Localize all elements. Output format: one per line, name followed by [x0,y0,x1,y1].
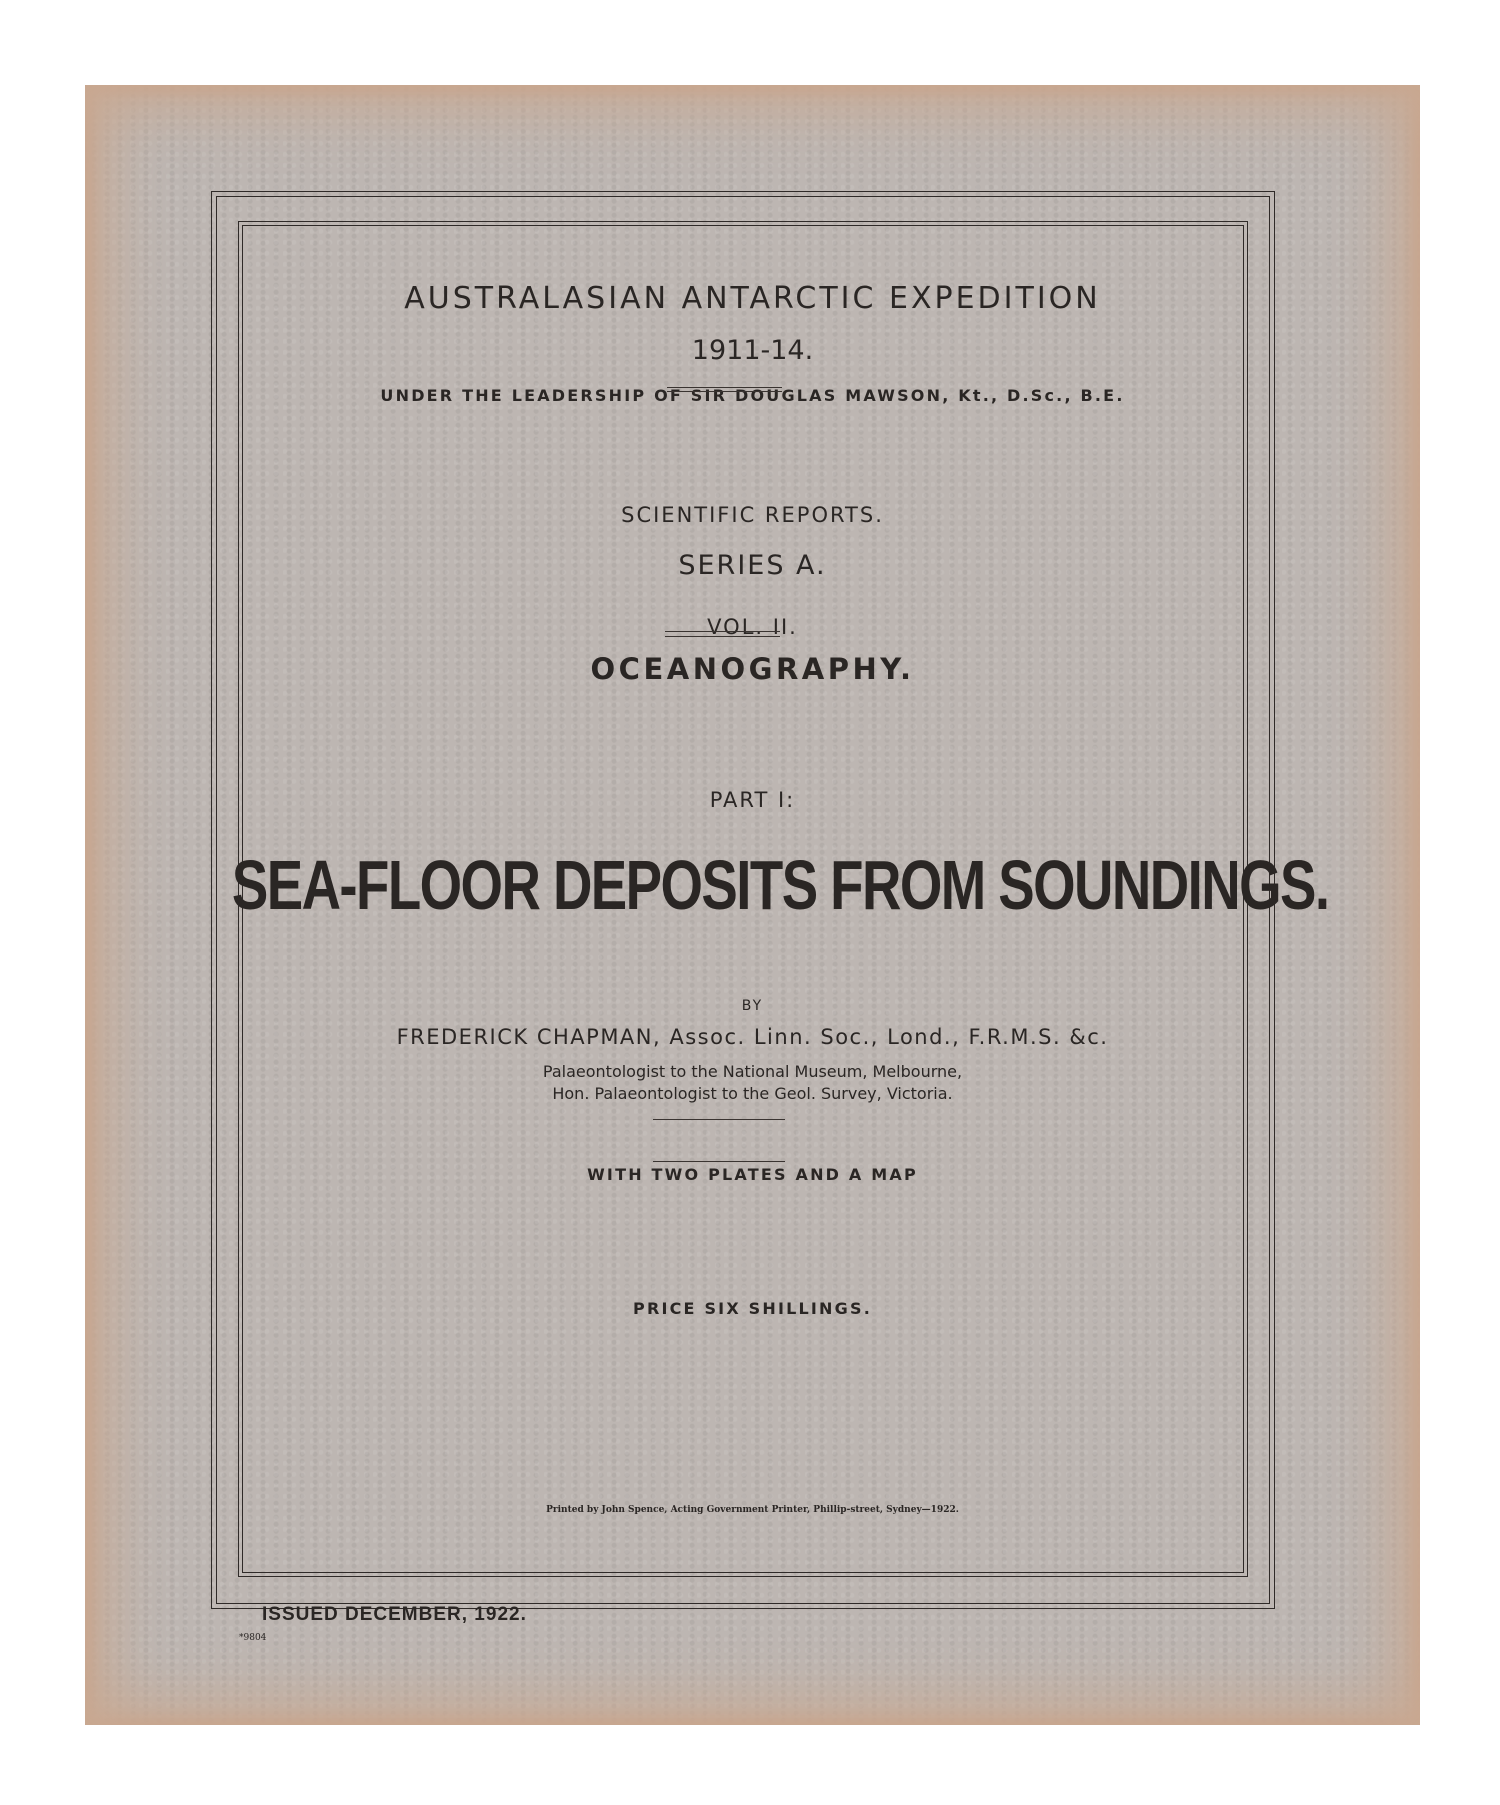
price-rule-top [653,1119,785,1120]
author-affiliation: Palaeontologist to the National Museum, Melbourne, [542,1062,963,1081]
leadership-line: UNDER THE LEADERSHIP OF SIR DOUGLAS MAWSON, Kt., D.Sc., B.E. [380,386,1125,405]
volume-label: VOL. II. [707,615,798,639]
price-label: PRICE SIX SHILLINGS. [633,1299,872,1318]
report-cover [85,85,1420,1725]
plates-note: WITH TWO PLATES AND A MAP [587,1165,918,1184]
printer-imprint: Printed by John Spence, Acting Government Printer, Phillip-street, Sydney—1922. [546,1505,959,1515]
divider-rule [667,391,782,392]
series-label: SERIES A. [678,550,827,581]
subject-heading: OCEANOGRAPHY. [590,652,915,686]
author-affiliation: Hon. Palaeontologist to the Geol. Survey, Victoria. [552,1084,953,1103]
part-label: PART I: [709,788,796,812]
expedition-heading: AUSTRALASIAN ANTARCTIC EXPEDITION [404,281,1101,316]
expedition-years: 1911-14. [691,335,814,366]
divider-rule [667,387,782,388]
report-title: SEA-FLOOR DEPOSITS FROM SOUNDINGS. [231,846,1329,924]
divider-rule [665,636,780,637]
issue-date: ISSUED DECEMBER, 1922. [262,1604,527,1625]
price-rule-bottom [653,1161,785,1162]
author-line: FREDERICK CHAPMAN, Assoc. Linn. Soc., Lond., F.R.M.S. &c. [396,1025,1109,1049]
divider-rule [665,631,780,632]
scientific-reports-label: SCIENTIFIC REPORTS. [621,503,884,527]
by-label: BY [741,998,764,1014]
catalogue-code: *9804 [239,1633,267,1643]
